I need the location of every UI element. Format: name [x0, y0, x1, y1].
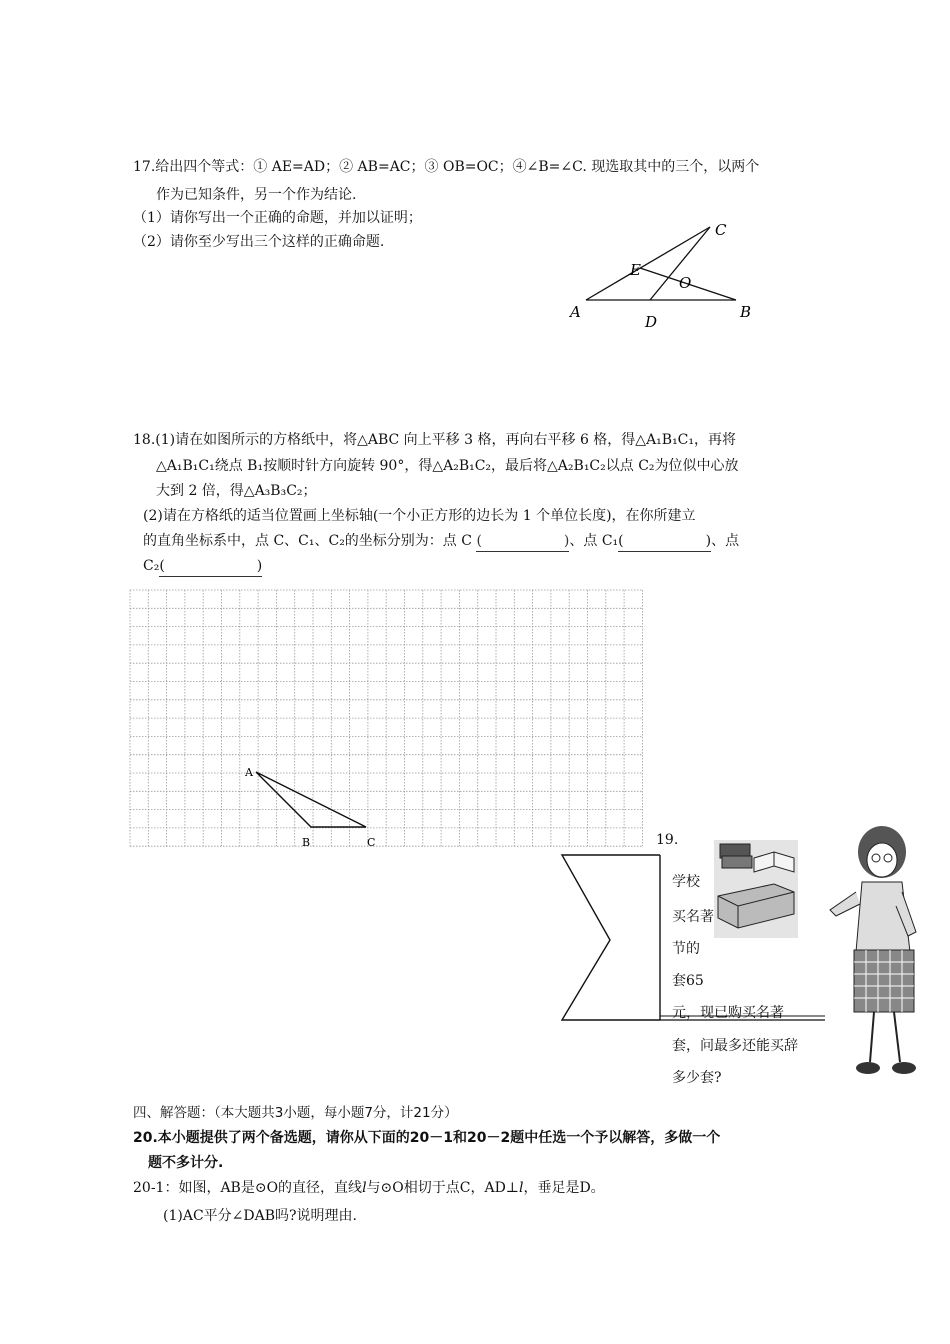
q18-c1-label: 、点 C₁	[569, 533, 619, 549]
section-4-heading: 四、解答题：（本大题共3小题，每小题7分，计21分）	[133, 1105, 458, 1121]
line-l-symbol-2: l	[518, 1180, 524, 1196]
q19-line2: 买名著	[672, 909, 714, 925]
q20-line2: 题不多计分.	[148, 1155, 224, 1171]
q17-figure	[560, 215, 770, 335]
q19-line1: 学校	[672, 874, 700, 890]
q19-line4: 套65	[672, 973, 704, 989]
coord-c2-blank[interactable]: ( )	[159, 556, 262, 577]
label-d: D	[645, 313, 658, 331]
books-image	[714, 840, 798, 938]
label-e: E	[630, 261, 641, 279]
coord-c-blank[interactable]: ( )	[476, 531, 569, 552]
teacher-illustration	[812, 822, 944, 1084]
q18-line5	[143, 531, 739, 552]
label-o: O	[679, 274, 692, 292]
q18-line2: △A₁B₁C₁绕点 B₁按顺时针方向旋转 90°，得△A₂B₁C₂，最后将△A₂B₁C₂以点 C₂为位似中心放	[156, 458, 739, 474]
q17-line1: 17.给出四个等式：① AE=AD；② AB=AC；③ OB=OC；④∠B=∠C. 现选取其中的三个，以两个	[133, 159, 760, 175]
label-b: B	[740, 303, 752, 321]
grid-lines	[130, 590, 642, 846]
label-c: C	[715, 221, 727, 239]
q20-line3-b: 与⊙O相切于点C，AD⊥	[366, 1180, 519, 1196]
q20-line4: (1)AC平分∠DAB吗?说明理由.	[163, 1208, 357, 1224]
q19-line5: 元，现已购买名著	[672, 1005, 784, 1021]
grid-paper	[128, 588, 644, 850]
q18-line5-text: 的直角坐标系中，点 C、C₁、C₂的坐标分别为：点 C	[143, 533, 472, 549]
coord-c1-blank[interactable]: ( )	[618, 531, 711, 552]
label-a: A	[570, 303, 581, 321]
q19-number: 19.	[656, 832, 679, 848]
q18-line6	[143, 556, 262, 577]
q20-line3-a: 20-1：如图，AB是⊙O的直径，直线	[133, 1180, 363, 1196]
q18-line1: 18.(1)请在如图所示的方格纸中，将△ABC 向上平移 3 格，再向右平移 6 格，得△A₁B₁C₁，再将	[133, 432, 737, 448]
q20-line1: 20.本小题提供了两个备选题，请你从下面的20－1和20－2题中任选一个予以解答，多做一个	[133, 1130, 721, 1146]
q18-c2-label: C₂	[143, 558, 160, 574]
grid-label-b: B	[302, 836, 311, 849]
grid-label-a: A	[245, 766, 253, 779]
grid-label-c: C	[367, 836, 376, 849]
line-ac	[586, 227, 710, 300]
q18-c2-prefix: 、点	[711, 533, 740, 549]
q20-line3-c: ，垂足是D。	[523, 1180, 605, 1196]
q18-line3: 大到 2 倍，得△A₃B₃C₂；	[156, 483, 317, 499]
q19-line3: 节的	[672, 941, 700, 957]
q17-line2: 作为已知条件，另一个作为结论.	[156, 187, 357, 203]
line-l-symbol: l	[362, 1180, 367, 1196]
q19-line7: 多少套?	[672, 1070, 722, 1086]
q18-line4: (2)请在方格纸的适当位置画上坐标轴(一个小正方形的边长为 1 个单位长度)，在你所建立	[143, 508, 696, 524]
q17-line4: （2）请你至少写出三个这样的正确命题.	[133, 234, 385, 250]
q17-line3: （1）请你写出一个正确的命题，并加以证明；	[133, 210, 422, 226]
q20-line3	[133, 1178, 605, 1198]
q19-line6: 套，问最多还能买辞	[672, 1038, 798, 1054]
